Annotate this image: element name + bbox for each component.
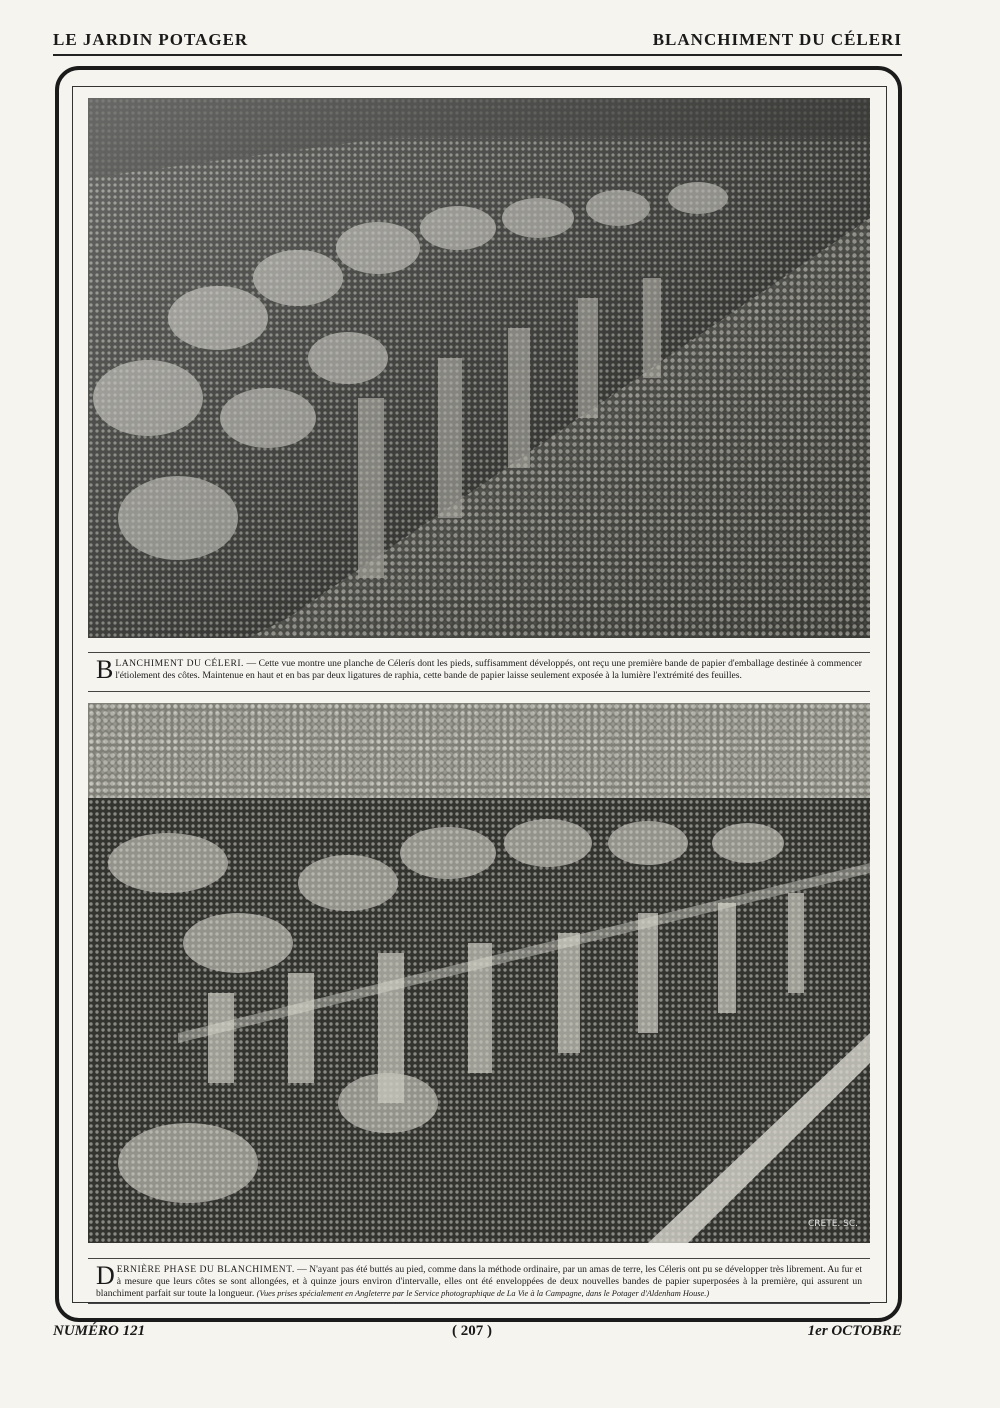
caption-top-text: — Cette vue montre une planche de Célerís dont les pieds, suffisamment développés, ont reçu une première bande de papier d'emballage destinée à commencer l'étiolement des côtes. Maintenue en haut et en bas par deux ligatures de raphia, cette bande de papier laisse seulement exposée à la lumière l'extrémité des feuilles. bbox=[115, 658, 862, 681]
photo-final-phase bbox=[88, 703, 870, 1243]
caption-bottom-dropcap: D bbox=[96, 1261, 115, 1290]
caption-bottom bbox=[88, 1258, 870, 1304]
caption-top bbox=[88, 652, 870, 692]
photo-credit: CRETE. SC. bbox=[808, 1219, 858, 1229]
running-head-right: BLANCHIMENT DU CÉLERI bbox=[652, 30, 902, 49]
caption-bottom-text: — N'ayant pas été buttés au pied, comme dans la méthode ordinaire, par un amas de terre, les Céleris ont pu se développer très librement. Au fur et à mesure que leurs côtes se sont allongées, et à quinze jours environ d'intervalle, elles ont été enveloppées de deux nouvelles bandes de papier superposées à la première, qui assurent un blanchiment parfait sur toute la longueur. bbox=[96, 1264, 862, 1299]
photo-final-phase-image bbox=[88, 703, 870, 1243]
running-head-left: LE JARDIN POTAGER bbox=[53, 30, 249, 49]
header-rule bbox=[53, 54, 902, 56]
caption-bottom-title: ERNIÈRE PHASE DU BLANCHIMENT. bbox=[116, 1264, 295, 1275]
photo-celery-bed-image bbox=[88, 98, 870, 638]
photo-celery-bed bbox=[88, 98, 870, 638]
footer-issue-number: NUMÉRO 121 bbox=[53, 1323, 146, 1339]
caption-bottom-source: (Vues prises spécialement en Angleterre par le Service photographique de La Vie à la Campagne, dans le Potager d'Aldenham House.) bbox=[256, 1289, 710, 1298]
footer-page-number: ( 207 ) bbox=[452, 1323, 492, 1339]
footer-date: 1er OCTOBRE bbox=[807, 1323, 902, 1339]
caption-top-title: LANCHIMENT DU CÉLERI. bbox=[115, 658, 244, 669]
caption-top-dropcap: B bbox=[96, 655, 114, 684]
